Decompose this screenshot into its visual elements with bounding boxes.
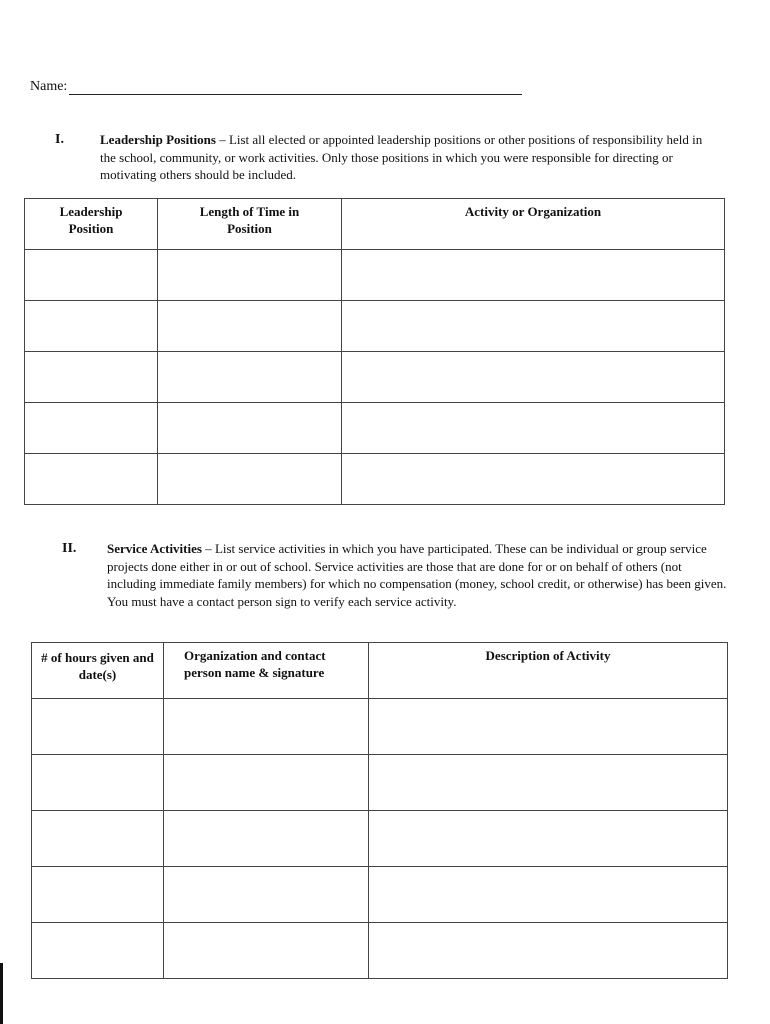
table-cell[interactable] — [369, 811, 728, 867]
table-cell[interactable] — [158, 352, 342, 403]
table-cell[interactable] — [164, 755, 369, 811]
table-cell[interactable] — [32, 811, 164, 867]
col-description-of-activity: Description of Activity — [369, 643, 728, 699]
table-cell[interactable] — [342, 250, 725, 301]
table-cell[interactable] — [342, 454, 725, 505]
table-cell[interactable] — [158, 454, 342, 505]
col-leadership-position: Leadership Position — [25, 199, 158, 250]
table-cell[interactable] — [25, 250, 158, 301]
table-row — [25, 301, 725, 352]
table-row — [32, 699, 728, 755]
col-activity-organization: Activity or Organization — [342, 199, 725, 250]
table-cell[interactable] — [25, 403, 158, 454]
table-row — [25, 454, 725, 505]
table-cell[interactable] — [164, 923, 369, 979]
table-cell[interactable] — [342, 403, 725, 454]
section-2-title: Service Activities — [107, 541, 202, 556]
section-2-text: – List service activities in which you have participated. These can be individual or group service projects done either in or out of school. Service activities are those that are done for or on behalf of others (not including immediate family members) for which no compensation (money, school credit, or otherwise) has been given. You must have a contact person sign to verify each service activity. — [107, 541, 727, 609]
table-cell[interactable] — [25, 454, 158, 505]
section-2-number: II. — [62, 541, 77, 556]
table-row — [32, 923, 728, 979]
table-cell[interactable] — [32, 867, 164, 923]
table-cell[interactable] — [32, 755, 164, 811]
table-cell[interactable] — [164, 699, 369, 755]
section-1-text: – List all elected or appointed leadership positions or other positions of responsibility held in the school, community, or work activities. Only those positions in which you were responsible for directing or motivating others should be included. — [100, 132, 703, 182]
service-activities-table — [31, 642, 728, 979]
name-field[interactable] — [69, 80, 522, 95]
table-row — [25, 352, 725, 403]
table-cell[interactable] — [32, 699, 164, 755]
table-cell[interactable] — [369, 923, 728, 979]
table-cell[interactable] — [158, 301, 342, 352]
col-length-of-time: Length of Time in Position — [158, 199, 342, 250]
table-cell[interactable] — [369, 867, 728, 923]
name-row — [30, 79, 522, 95]
table-cell[interactable] — [164, 867, 369, 923]
section-2-description — [107, 540, 732, 610]
table-cell[interactable] — [164, 811, 369, 867]
leadership-table — [24, 198, 725, 505]
col-organization-contact: Organization and contact person name & signature — [164, 643, 369, 699]
table-cell[interactable] — [369, 699, 728, 755]
table-row — [25, 403, 725, 454]
page-edge-mark — [0, 963, 3, 1024]
table-cell[interactable] — [25, 352, 158, 403]
section-1-title: Leadership Positions — [100, 132, 216, 147]
table-row — [25, 250, 725, 301]
table-row — [32, 811, 728, 867]
table-cell[interactable] — [342, 301, 725, 352]
table-cell[interactable] — [25, 301, 158, 352]
table-cell[interactable] — [369, 755, 728, 811]
service-header-row — [32, 643, 728, 699]
section-1-description — [100, 131, 706, 184]
name-label: Name: — [30, 79, 68, 94]
leadership-header-row — [25, 199, 725, 250]
table-row — [32, 755, 728, 811]
table-cell[interactable] — [158, 250, 342, 301]
section-1-number: I. — [55, 132, 64, 147]
table-row — [32, 867, 728, 923]
table-cell[interactable] — [32, 923, 164, 979]
table-cell[interactable] — [158, 403, 342, 454]
col-hours-and-dates: # of hours given and date(s) — [32, 643, 164, 699]
table-cell[interactable] — [342, 352, 725, 403]
